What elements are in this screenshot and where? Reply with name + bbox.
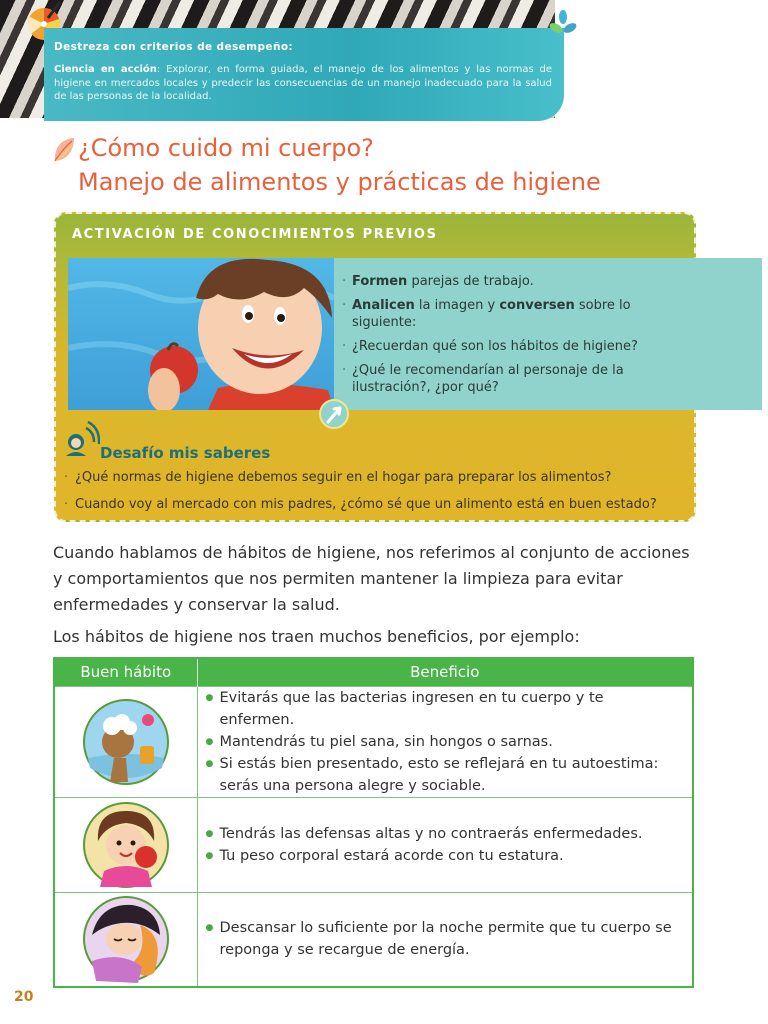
benefit-cell (197, 892, 693, 987)
banner-body: : Explorar, en forma guiada, el manejo de los alimentos y las normas de higiene en mercados locales y predecir las consecuencias de un manejo inadecuado para la salud de las personas de la localidad. (54, 64, 552, 102)
benefit-list (198, 687, 693, 797)
item-bold: Formen (352, 274, 408, 289)
student-speaker-icon (64, 420, 100, 456)
banner-text (54, 63, 552, 104)
item-bold: conversen (499, 298, 575, 313)
header-benefit: Beneficio (197, 658, 693, 686)
eating-apple-illustration (82, 801, 170, 889)
sleeping-illustration (82, 895, 170, 983)
bathing-illustration (82, 698, 170, 786)
title-line-2: Manejo de alimentos y prácticas de higiene (78, 168, 601, 196)
activation-heading: ACTIVACIÓN DE CONOCIMIENTOS PREVIOS (72, 227, 438, 242)
list-item: ● Si estás bien presentado, esto se reflejará en tu autoestima: serás una persona alegre y sociable. (206, 753, 683, 797)
habit-cell (54, 892, 197, 987)
page-title (78, 131, 601, 199)
list-item: ● Tu peso corporal estará acorde con tu estatura. (206, 845, 683, 867)
list-item: · ¿Qué normas de higiene debemos seguir en el hogar para preparar los alimentos? (64, 469, 694, 486)
skills-banner (44, 28, 564, 121)
item-text: ¿Recuerdan qué son los hábitos de higiene? (352, 339, 638, 354)
item-text: la imagen y (414, 298, 500, 313)
item-bold: Analicen (352, 298, 415, 313)
list-item: ● Descansar lo suficiente por la noche permite que tu cuerpo se reponga y se recargue de energía. (206, 917, 683, 961)
habit-cell (54, 686, 197, 797)
habit-cell (54, 797, 197, 892)
title-line-1: ¿Cómo cuido mi cuerpo? (78, 134, 374, 162)
benefits-intro: Los hábitos de higiene nos traen muchos beneficios, por ejemplo: (53, 627, 580, 646)
desafio-list (64, 469, 694, 523)
leaf-icon (52, 135, 76, 165)
table-row (54, 686, 693, 797)
cursor-arrow-icon[interactable] (318, 398, 350, 430)
benefit-list (198, 917, 693, 961)
list-item: ● Tendrás las defensas altas y no contraerás enfermedades. (206, 823, 683, 845)
benefit-cell (197, 797, 693, 892)
table-header-row (54, 658, 693, 686)
list-item (342, 273, 672, 290)
list-item (342, 338, 672, 355)
header-habit: Buen hábito (54, 658, 197, 686)
list-item (342, 297, 672, 331)
intro-paragraph: Cuando hablamos de hábitos de higiene, nos referimos al conjunto de acciones y comportamientos que nos permiten mantener la limpieza para evitar enfermedades y conservar la salud. (53, 543, 690, 614)
list-item: ● Mantendrás tu piel sana, sin hongos o sarnas. (206, 731, 683, 753)
list-item (342, 362, 672, 396)
boy-eating-apple-illustration (68, 258, 334, 410)
item-text: sobre lo siguiente: (352, 298, 631, 330)
table-row (54, 892, 693, 987)
benefit-cell (197, 686, 693, 797)
item-text: ¿Qué le recomendarían al personaje de la ilustración?, ¿por qué? (352, 363, 624, 395)
table-row (54, 797, 693, 892)
list-item: ● Evitarás que las bacterias ingresen en tu cuerpo y te enfermen. (206, 687, 683, 731)
page-number: 20 (14, 989, 34, 1005)
banner-lead: Ciencia en acción (54, 64, 157, 75)
desafio-title: Desafío mis saberes (100, 444, 271, 462)
benefit-list (198, 823, 693, 867)
banner-title: Destreza con criterios de desempeño: (54, 41, 294, 53)
item-text: parejas de trabajo. (407, 274, 534, 289)
habits-table (53, 657, 694, 988)
activation-list (342, 273, 672, 403)
list-item: · Cuando voy al mercado con mis padres, ¿cómo sé que un alimento está en buen estado? (64, 496, 694, 513)
flower-icon (548, 10, 578, 40)
